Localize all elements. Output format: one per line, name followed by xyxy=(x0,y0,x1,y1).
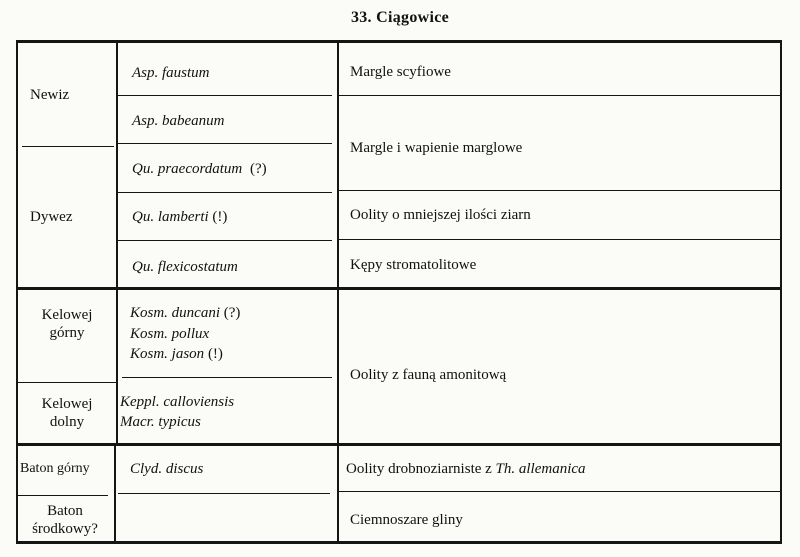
zone-kosm-pollux: Kosm. pollux xyxy=(130,326,210,342)
lith-line-4 xyxy=(339,491,780,492)
stage-newiz: Newiz xyxy=(30,87,70,103)
frame-left xyxy=(16,40,18,544)
col-sep-2c xyxy=(337,446,339,541)
frame-bottom xyxy=(16,541,782,544)
stage-line-baton xyxy=(18,495,108,496)
stage-line-newiz-dywez xyxy=(22,146,114,147)
lith-margle-wapienie: Margle i wapienie marglowe xyxy=(350,140,523,156)
zone-line-6 xyxy=(118,493,330,494)
zone-qu-flexicostatum: Qu. flexicostatum xyxy=(132,259,238,275)
lith-margle-scyfiowe: Margle scyfiowe xyxy=(350,64,451,80)
frame-right xyxy=(780,40,782,544)
lith-oolity-mniejszej: Oolity o mniejszej ilości ziarn xyxy=(350,207,531,223)
zone-qu-praecordatum: Qu. praecordatum (?) xyxy=(132,161,267,177)
col-sep-1b xyxy=(116,290,118,443)
lith-ciemnoszare: Ciemnoszare gliny xyxy=(350,512,463,528)
zone-line-4 xyxy=(118,240,332,241)
stage-baton-srodkowy: Baton środkowy? xyxy=(32,503,98,537)
stage-dywez: Dywez xyxy=(30,209,73,225)
zone-qu-lamberti: Qu. lamberti (!) xyxy=(132,209,228,225)
zone-keppl-calloviensis: Keppl. calloviensis xyxy=(120,394,235,410)
zone-asp-babeanum: Asp. babeanum xyxy=(132,113,225,129)
col-sep-1c xyxy=(114,446,116,541)
stage-kelowej-gorny: Kelowej górny xyxy=(41,307,93,341)
col-sep-2 xyxy=(337,43,339,287)
zone-line-1 xyxy=(118,95,332,96)
stage-baton-gorny: Baton górny xyxy=(20,461,90,476)
zone-line-2 xyxy=(118,143,332,144)
frame-top xyxy=(16,40,782,43)
lith-oolity-drobno: Oolity drobnoziarniste z Th. allemanica xyxy=(346,461,586,477)
lith-oolity-fauna: Oolity z fauną amonitową xyxy=(350,367,507,383)
zone-line-5 xyxy=(122,377,332,378)
zone-clyd-discus: Clyd. discus xyxy=(130,461,204,477)
col-sep-2b xyxy=(337,290,339,443)
zone-line-3 xyxy=(118,192,332,193)
stage-kelowej-dolny: Kelowej dolny xyxy=(41,396,93,430)
divider-bathonian xyxy=(16,443,782,446)
stage-line-kelowej xyxy=(18,382,116,383)
lith-line-2 xyxy=(339,190,780,191)
zone-kosm-jason: Kosm. jason (!) xyxy=(130,346,223,362)
zone-macr-typicus: Macr. typicus xyxy=(120,414,201,430)
col-sep-1 xyxy=(116,43,118,287)
lith-line-3 xyxy=(339,239,780,240)
divider-callovian xyxy=(16,287,782,290)
lith-line-1 xyxy=(339,95,780,96)
zone-asp-faustum: Asp. faustum xyxy=(132,65,210,81)
table-title: 33. Ciągowice xyxy=(350,9,450,26)
lith-kepy: Kępy stromatolitowe xyxy=(350,257,477,273)
zone-kosm-duncani: Kosm. duncani (?) xyxy=(130,305,241,321)
